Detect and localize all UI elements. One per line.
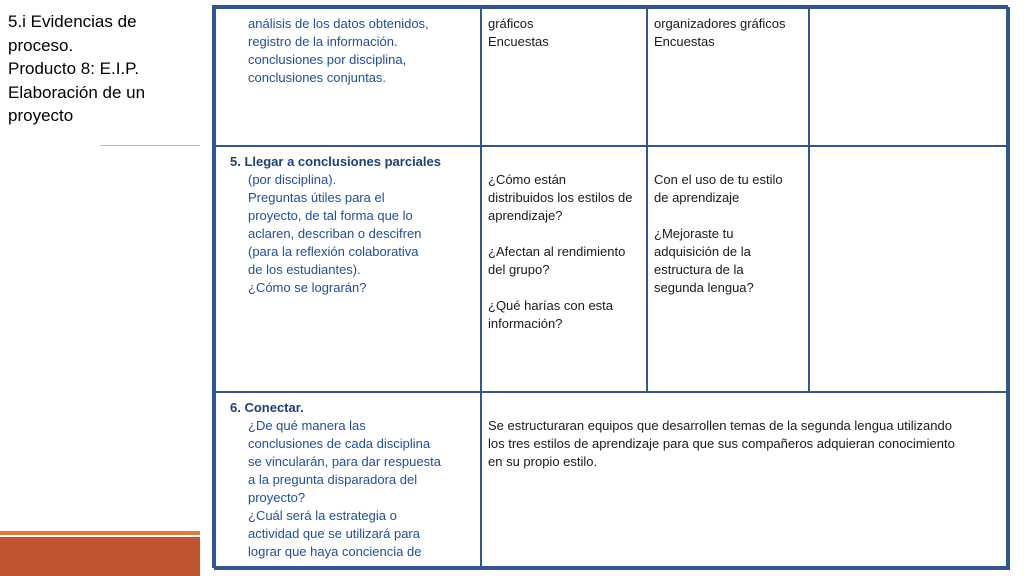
slide-title (8, 10, 198, 128)
spacer (654, 207, 802, 225)
cell-line: en su propio estilo. (488, 454, 598, 469)
table-row (215, 8, 1009, 146)
table-cell (481, 8, 647, 146)
slide-title-line: proceso. (8, 35, 74, 55)
cell-line: ¿Cómo se lograrán? (248, 280, 367, 295)
cell-line: de los estudiantes). (248, 262, 361, 277)
cell-line: ¿Cómo están (488, 172, 567, 187)
slide-title-line: proyecto (8, 106, 74, 125)
project-table (212, 5, 1008, 568)
cell-line: proyecto? (248, 490, 306, 505)
cell-line: aprendizaje? (488, 208, 563, 223)
cell-line: del grupo? (488, 262, 550, 277)
cell-line: organizadores gráficos (654, 16, 786, 31)
cell-line: se vincularán, para dar respuesta (248, 454, 441, 469)
table-cell (647, 146, 809, 392)
cell-line: distribuidos los estilos de (488, 190, 633, 205)
cell-line: conclusiones por disciplina, (248, 52, 407, 67)
table-cell-empty (809, 8, 1009, 146)
spacer (488, 279, 640, 297)
cell-line: de aprendizaje (654, 190, 740, 205)
table-cell-merged (481, 392, 1009, 569)
cell-line: ¿Qué harías con esta (488, 298, 614, 313)
cell-line: actividad que se utilizará para (248, 526, 420, 541)
cell-line: Con el uso de tu estilo (654, 172, 783, 187)
cell-line: Encuestas (488, 34, 549, 49)
slide-title-line: 5.i Evidencias de (8, 12, 137, 31)
table-cell-empty (809, 146, 1009, 392)
slide-title-line: Elaboración de un (8, 82, 146, 102)
cell-line: ¿Afectan al rendimiento (488, 244, 626, 259)
cell-line: segunda lengua? (654, 280, 754, 295)
accent-bar-thin (0, 531, 200, 535)
cell-line: proyecto, de tal forma que lo (248, 208, 413, 223)
cell-line: ¿De qué manera las (248, 418, 366, 433)
step-title: 6. Conectar. (230, 400, 304, 415)
table-cell (481, 146, 647, 392)
cell-line: conclusiones de cada disciplina (248, 436, 431, 451)
cell-line: los tres estilos de aprendizaje para que sus compañeros adquieran conocimiento (488, 436, 955, 451)
table-row (215, 392, 1009, 569)
cell-line: lograr que haya conciencia de (248, 544, 422, 559)
cell-line: registro de la información. (248, 34, 398, 49)
table-cell (215, 8, 481, 146)
cell-line: Encuestas (654, 34, 715, 49)
table-cell (647, 8, 809, 146)
cell-line: conclusiones conjuntas. (248, 70, 387, 85)
cell-line: ¿Mejoraste tu (654, 226, 734, 241)
title-divider (100, 145, 200, 146)
spacer (488, 225, 640, 243)
cell-line: Se estructuraran equipos que desarrollen temas de la segunda lengua utilizando (488, 418, 952, 433)
cell-line: estructura de la (654, 262, 744, 277)
cell-line: gráficos (488, 16, 534, 31)
cell-line: aclaren, describan o descifren (248, 226, 422, 241)
accent-bar-thick (0, 537, 200, 576)
table-row (215, 146, 1009, 392)
cell-line: (por disciplina). (248, 172, 337, 187)
slide-title-line: Producto 8: E.I.P. (8, 59, 140, 78)
cell-line: análisis de los datos obtenidos, (248, 16, 429, 31)
cell-line: adquisición de la (654, 244, 751, 259)
cell-line: información? (488, 316, 563, 331)
project-table-grid (214, 7, 1010, 570)
table-cell (215, 146, 481, 392)
cell-line: (para la reflexión colaborativa (248, 244, 419, 259)
cell-line: ¿Cuál será la estrategia o (248, 508, 397, 523)
step-title: 5. Llegar a conclusiones parciales (230, 154, 441, 169)
cell-line: Preguntas útiles para el (248, 190, 385, 205)
table-cell (215, 392, 481, 569)
cell-line: a la pregunta disparadora del (248, 472, 418, 487)
